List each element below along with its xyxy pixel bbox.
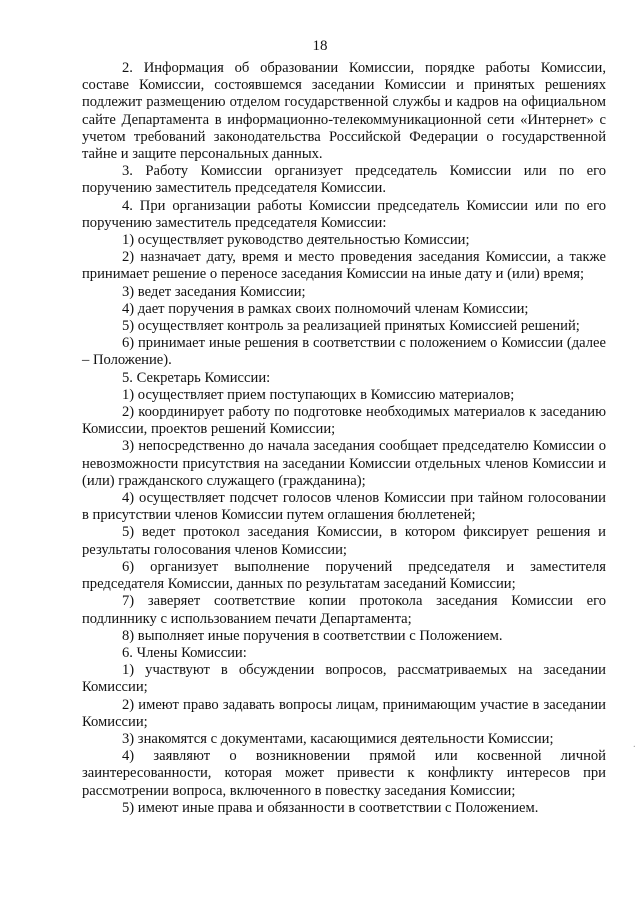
list-item-4-5: 5) осуществляет контроль за реализацией принятых Комиссией решений; (122, 318, 580, 335)
list-item-5-2: 2) координирует работу по подготовке необходимых материалов к заседанию Комиссии, проектов решений Комиссии; (82, 404, 606, 438)
list-item-4-4: 4) дает поручения в рамках своих полномочий членам Комиссии; (122, 300, 529, 317)
list-item-4-3: 3) ведет заседания Комиссии; (122, 283, 306, 300)
list-item-5-3: 3) непосредственно до начала заседания сообщает председателю Комиссии о невозможности присутствия на заседании Комиссии отдельных членов Комиссии и (или) гражданского служащего (гражданина); (82, 438, 606, 489)
scan-edge-mark: · (632, 742, 636, 753)
list-item-6-5: 5) имеют иные права и обязанности в соответствии с Положением. (122, 799, 539, 816)
list-item-4-6: 6) принимает иные решения в соответствии с положением о Комиссии (далее – Положение). (82, 335, 606, 369)
paragraph-section-6: 6. Члены Комиссии: (122, 644, 247, 661)
list-item-4-2: 2) назначает дату, время и место проведения заседания Комиссии, а также принимает решение о переносе заседания Комиссии на иные дату и (или) время; (82, 249, 606, 283)
list-item-6-2: 2) имеют право задавать вопросы лицам, принимающим участие в заседании Комиссии; (82, 696, 606, 730)
list-item-5-6: 6) организует выполнение поручений председателя и заместителя председателя Комиссии, данных по результатам заседаний Комиссии; (82, 558, 606, 593)
paragraph-section-3: 3. Работу Комиссии организует председатель Комиссии или по его поручению заместитель председателя Комиссии. (82, 163, 606, 197)
list-item-5-5: 5) ведет протокол заседания Комиссии, в котором фиксирует решения и результаты голосования членов Комиссии; (82, 524, 606, 558)
list-item-5-7: 7) заверяет соответствие копии протокола заседания Комиссии его подлиннику с использованием печати Департамента; (82, 593, 606, 627)
paragraph-section-5: 5. Секретарь Комиссии: (122, 369, 271, 386)
paragraph-section-4: 4. При организации работы Комиссии председатель Комиссии или по его поручению заместитель председателя Комиссии: (82, 197, 606, 231)
list-item-4-1: 1) осуществляет руководство деятельностью Комиссии; (122, 232, 470, 249)
list-item-5-4: 4) осуществляет подсчет голосов членов Комиссии при тайном голосовании в присутствии членов Комиссии путем оглашения бюллетеней; (82, 490, 606, 524)
list-item-5-8: 8) выполняет иные поручения в соответствии с Положением. (122, 627, 503, 644)
list-item-6-4: 4) заявляют о возникновении прямой или косвенной личной заинтересованности, которая может привести к конфликту интересов при рассмотрении вопроса, включенного в повестку заседания Комиссии; (82, 748, 606, 799)
list-item-6-3: 3) знакомятся с документами, касающимися деятельности Комиссии; (122, 730, 554, 747)
paragraph-section-2: 2. Информация об образовании Комиссии, порядке работы Комиссии, составе Комиссии, состоявшемся заседании Комиссии и принятых решениях подлежит размещению отделом государственной службы и кадров на официальном сайте Департамента в информационно-телекоммуникационной сети «Интернет» с учетом требований законодательства Российской Федерации о государственной тайне и защите персональных данных. (82, 60, 606, 163)
list-item-5-1: 1) осуществляет прием поступающих в Комиссию материалов; (122, 386, 515, 403)
list-item-6-1: 1) участвуют в обсуждении вопросов, рассматриваемых на заседании Комиссии; (82, 662, 606, 696)
document-body (82, 60, 606, 817)
page-number: 18 (312, 38, 328, 54)
